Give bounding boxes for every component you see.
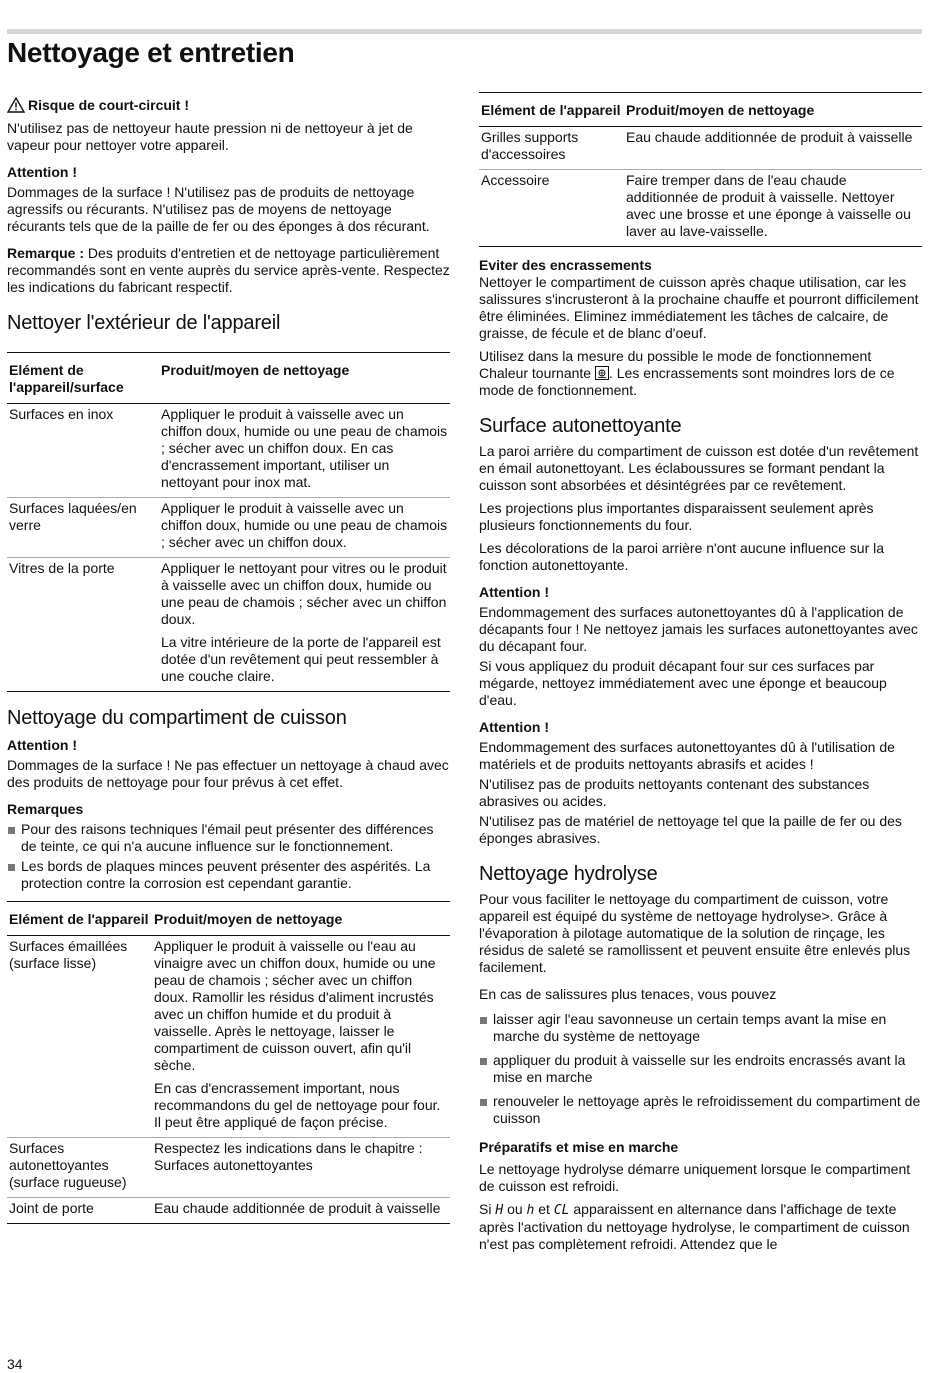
table-cell-product xyxy=(152,1198,450,1224)
attention-1-p2: Si vous appliquez du produit décapant four sur ces surfaces par mégarde, nettoyez immédiatement avec une éponge et beaucoup d'eau. xyxy=(479,658,887,708)
table-row xyxy=(7,498,450,558)
cell-paragraph: Respectez les indications dans le chapitre : Surfaces autonettoyantes xyxy=(154,1140,423,1173)
avoid-text-2a: Utilisez dans la mesure du possible le mode de fonctionnement Chaleur tournante xyxy=(479,348,872,381)
prep-p2 xyxy=(479,1201,922,1253)
table-cell-product xyxy=(159,558,450,692)
list-item: Pour des raisons techniques l'émail peut présenter des différences de teinte, ce qui n'a aucune influence sur le fonctionnement. xyxy=(7,821,450,855)
fan-heating-icon xyxy=(595,366,609,380)
attention-text: Dommages de la surface ! N'utilisez pas de produits de nettoyage agressifs ou récurants. N'utilisez pas de moyens de nettoyage récurants tels que de la paille de fer ou des éponges à dos récurant. xyxy=(7,184,430,234)
prep-text: apparaissent en alternance dans l'affichage de texte après l'activation du nettoyage hydrolyse, le compartiment de cuisson n'est pas complètement refroidi. Attendez que le xyxy=(479,1201,910,1252)
hydrolyse-heading: Nettoyage hydrolyse xyxy=(479,863,658,885)
list-item: Les bords de plaques minces peuvent présenter des aspérités. La protection contre la corrosion est cependant garantie. xyxy=(7,858,450,892)
prep-label: Préparatifs et mise en marche xyxy=(479,1139,679,1155)
cell-paragraph: Appliquer le nettoyant pour vitres ou le produit à vaisselle avec un chiffon doux, humide ou une peau de chamois ; sécher avec un chiffon doux. xyxy=(161,560,447,627)
prep-text: ou xyxy=(507,1201,523,1217)
page-title: Nettoyage et entretien xyxy=(7,37,295,68)
page-number: 34 xyxy=(7,1356,23,1372)
self-clean-p3: Les décolorations de la paroi arrière n'ont aucune influence sur la fonction autonettoyante. xyxy=(479,540,885,573)
table-col-element: Elément de l'appareil xyxy=(7,902,152,936)
warning-triangle-icon xyxy=(7,97,25,117)
compartment-attention-text: Dommages de la surface ! Ne pas effectuer un nettoyage à chaud avec des produits de nettoyage pour four prévus à cet effet. xyxy=(7,757,449,790)
hydrolyse-p1: Pour vous faciliter le nettoyage du compartiment de cuisson, votre appareil est équipé du système de nettoyage hydrolyse>. Grâce à l'évaporation à pilotage automatique de la solution de rinçage, les résidus de saleté se ramollissent et peuvent ensuite être enlevés plus facilement. xyxy=(479,891,911,975)
self-clean-heading: Surface autonettoyante xyxy=(479,415,682,437)
table-row xyxy=(7,936,450,1138)
remark-label: Remarque : xyxy=(7,245,85,261)
table-col-product: Produit/moyen de nettoyage xyxy=(152,902,450,936)
compartment-table xyxy=(7,901,450,1224)
cell-paragraph: Appliquer le produit à vaisselle avec un chiffon doux, humide ou une peau de chamois ; sécher avec un chiffon doux. En cas d'encrassement important, utiliser un nettoyant pour inox mat. xyxy=(161,406,448,490)
right-column xyxy=(479,92,922,1259)
list-item: renouveler le nettoyage après le refroidissement du compartiment de cuisson xyxy=(479,1093,922,1127)
table-cell-element: Surfaces autonettoyantes (surface rugueuse) xyxy=(7,1138,152,1198)
remark-paragraph xyxy=(7,245,450,296)
table-cell-element: Surfaces émaillées (surface lisse) xyxy=(7,936,152,1138)
list-item: laisser agir l'eau savonneuse un certain temps avant la mise en marche du système de nettoyage xyxy=(479,1011,922,1045)
attention-2-p1: Endommagement des surfaces autonettoyantes dû à l'utilisation de matériels et de produits nettoyants abrasifs et acides ! xyxy=(479,739,895,772)
table-cell-product xyxy=(624,127,922,170)
remarks-label: Remarques xyxy=(7,801,84,817)
table-cell-element: Accessoire xyxy=(479,170,624,247)
cell-paragraph: En cas d'encrassement important, nous recommandons du gel de nettoyage pour four. Il peut être appliqué de façon précise. xyxy=(154,1080,441,1130)
display-code-h-upper: H xyxy=(495,1203,504,1218)
table-cell-product xyxy=(624,170,922,247)
table-cell-product xyxy=(152,1138,450,1198)
table-col-product: Produit/moyen de nettoyage xyxy=(159,353,450,404)
table-row xyxy=(479,127,922,170)
prep-p1: Le nettoyage hydrolyse démarre uniquement lorsque le compartiment de cuisson est refroidi. xyxy=(479,1161,911,1194)
avoid-label: Eviter des encrassements xyxy=(479,257,652,273)
attention-2-p3: N'utilisez pas de matériel de nettoyage tel que la paille de fer ou des éponges abrasives. xyxy=(479,813,902,846)
risk-title: Risque de court-circuit ! xyxy=(28,97,190,113)
hydrolyse-list xyxy=(479,1011,922,1127)
table-cell-product xyxy=(159,404,450,498)
table-cell-element: Grilles supports d'accessoires xyxy=(479,127,624,170)
display-code-cl: CL xyxy=(553,1203,570,1218)
table-row xyxy=(7,1198,450,1224)
self-clean-p2: Les projections plus importantes disparaissent seulement après plusieurs fonctionnements du four. xyxy=(479,500,874,533)
table-row xyxy=(7,1138,450,1198)
cell-paragraph: La vitre intérieure de la porte de l'appareil est dotée d'un revêtement qui peut ressembler à une couche claire. xyxy=(161,634,441,684)
prep-text: et xyxy=(538,1201,550,1217)
attention-2-p2: N'utilisez pas de produits nettoyants contenant des substances abrasives ou acides. xyxy=(479,776,870,809)
table-col-element: Elément de l'appareil xyxy=(479,93,624,127)
table-cell-product xyxy=(152,936,450,1138)
display-code-h-lower: h xyxy=(526,1203,535,1218)
table-cell-element: Vitres de la porte xyxy=(7,558,159,692)
cell-paragraph: Appliquer le produit à vaisselle avec un chiffon doux, humide ou une peau de chamois ; sécher avec un chiffon doux. xyxy=(161,500,448,550)
cell-paragraph: Appliquer le produit à vaisselle ou l'eau au vinaigre avec un chiffon doux, humide ou une peau de chamois ; sécher avec un chiffon doux. Ramollir les résidus d'aliment incrustés avec un chiffon humide et du produit à vaisselle. Après le nettoyage, laisser le compartiment de cuisson ouvert, afin qu'il sèche. xyxy=(154,938,436,1073)
avoid-text-2b: . Les encrassements sont moindres lors de ce mode de fonctionnement. xyxy=(479,365,895,398)
table-row xyxy=(479,170,922,247)
table-row xyxy=(7,558,450,692)
exterior-table xyxy=(7,352,450,692)
exterior-heading: Nettoyer l'extérieur de l'appareil xyxy=(7,312,281,334)
table-cell-element: Surfaces en inox xyxy=(7,404,159,498)
prep-text: Si xyxy=(479,1201,492,1217)
table-header-row xyxy=(7,902,450,936)
risk-text: N'utilisez pas de nettoyeur haute pression ni de nettoyeur à jet de vapeur pour nettoyer votre appareil. xyxy=(7,120,413,153)
cell-paragraph: Eau chaude additionnée de produit à vaisselle xyxy=(626,129,913,145)
left-column xyxy=(7,97,450,1224)
attention-1-p1: Endommagement des surfaces autonettoyantes dû à l'application de décapants four ! Ne nettoyez jamais les surfaces autonettoyantes avec du décapant four. xyxy=(479,604,918,654)
compartment-heading: Nettoyage du compartiment de cuisson xyxy=(7,707,347,729)
accessories-table xyxy=(479,92,922,247)
table-cell-element: Surfaces laquées/en verre xyxy=(7,498,159,558)
risk-heading xyxy=(7,97,450,117)
top-rule xyxy=(7,29,922,34)
table-row xyxy=(7,404,450,498)
self-clean-p1: La paroi arrière du compartiment de cuisson est dotée d'un revêtement en émail autonettoyant. Les éclaboussures se formant pendant la cuisson sont absorbées et désintégrées par ce revêtement. xyxy=(479,443,919,493)
table-cell-product xyxy=(159,498,450,558)
table-col-product: Produit/moyen de nettoyage xyxy=(624,93,922,127)
avoid-text: Nettoyer le compartiment de cuisson après chaque utilisation, car les salissures s'incrusteront à la prochaine chauffe et pourront difficilement être éliminées. Eliminez immédiatement les tâches de calcaire, de graisse, de fécule et de blanc d'oeuf. xyxy=(479,274,919,341)
cell-paragraph: Eau chaude additionnée de produit à vaisselle xyxy=(154,1200,441,1216)
remark-text: Des produits d'entretien et de nettoyage particulièrement recommandés sont en vente auprès du service après-vente. Respectez les indications du fabricant respectif. xyxy=(7,245,450,295)
table-cell-element: Joint de porte xyxy=(7,1198,152,1224)
list-item: appliquer du produit à vaisselle sur les endroits encrassés avant la mise en marche xyxy=(479,1052,922,1086)
compartment-attention-label: Attention ! xyxy=(7,737,77,753)
hydrolyse-p2: En cas de salissures plus tenaces, vous pouvez xyxy=(479,986,777,1002)
table-header-row xyxy=(7,353,450,404)
attention-label: Attention ! xyxy=(7,164,77,180)
attention-1-label: Attention ! xyxy=(479,584,549,600)
avoid-text-2 xyxy=(479,348,922,399)
cell-paragraph: Faire tremper dans de l'eau chaude additionnée de produit à vaisselle. Nettoyer avec une brosse et une éponge à vaisselle ou laver au lave-vaisselle. xyxy=(626,172,911,239)
attention-2-label: Attention ! xyxy=(479,719,549,735)
remarks-list xyxy=(7,821,450,892)
table-col-element: Elément de l'appareil/surface xyxy=(7,353,159,404)
table-header-row xyxy=(479,93,922,127)
